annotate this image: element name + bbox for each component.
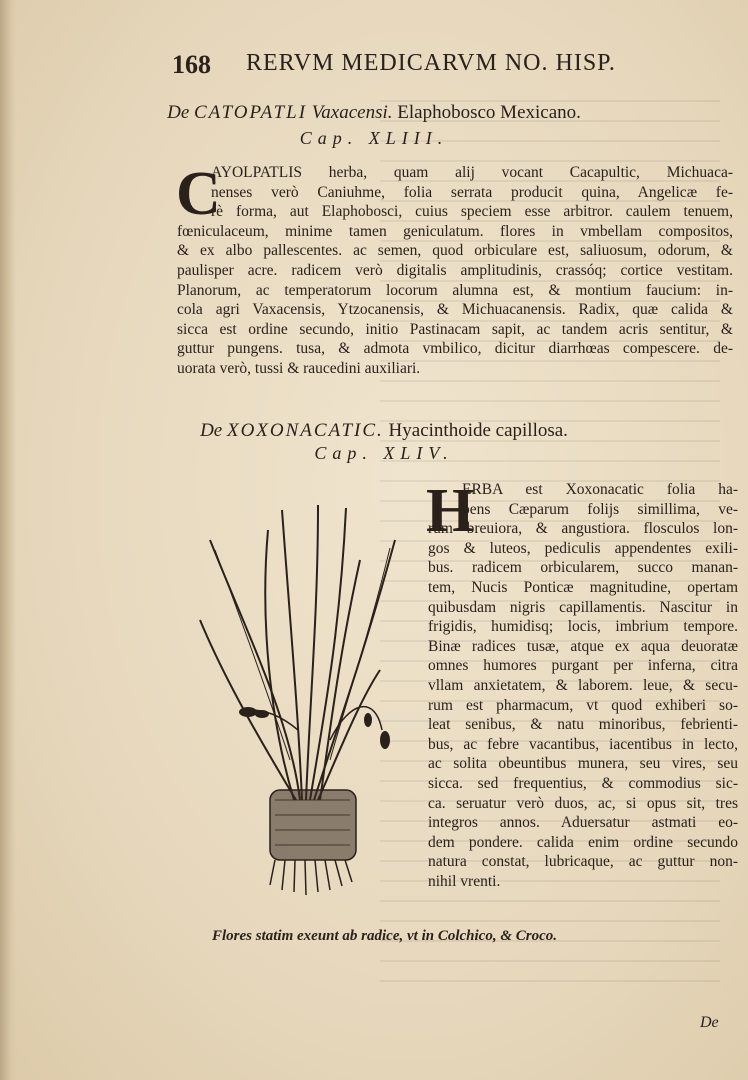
chapter-43-subtitle: Elaphobosco Mexicano. — [397, 102, 581, 123]
text-line: gos & luteos, pediculis appendentes exili- — [428, 539, 738, 557]
text-line: bus. radicem orbicularem, succo manan- — [428, 559, 738, 577]
running-head: RERVM MEDICARVM NO. HISP. — [246, 50, 616, 76]
text-line: nihil vrenti. — [428, 872, 501, 890]
chapter-43-title: De CATOPATLI Vaxacensi. Elaphobosco Mexicano. — [167, 102, 581, 123]
text-line: ERBA est Xoxonacatic folia ha- — [462, 481, 738, 498]
plant-woodcut-illustration — [190, 500, 420, 900]
text-line: ac solita obeuntibus munera, seu vires, seu — [428, 755, 738, 773]
chapter-43-name: CATOPATLI — [194, 102, 308, 123]
chapter-44-title: De XOXONACATIC. Hyacinthoide capillosa. — [200, 420, 568, 441]
text-line: natura constat, lubricaque, ac guttur non- — [428, 853, 738, 871]
dropcap-c: C — [176, 160, 221, 228]
text-line: fœniculaceum, minime tamen geniculatum. flores in vmbellam compositos, — [177, 222, 733, 240]
page-gutter-shadow — [0, 0, 16, 1080]
text-line: ca. seruatur verò duos, ac, si opus sit, tres — [428, 794, 738, 812]
page-header — [172, 48, 692, 82]
text-line: Binæ radices tusæ, atque ex aqua deuoratæ — [428, 637, 738, 655]
text-line: vllam anxietatem, & laborem. leue, & secu- — [428, 676, 738, 694]
text-line: integros annos. Aduersatur astmati eo- — [428, 814, 738, 832]
text-line: leat senibus, & natu minoribus, febrienti- — [428, 716, 738, 734]
catchword: De — [700, 1014, 719, 1031]
text-line: nenses verò Caniuhme, folia serrata producit quina, Angelicæ fe- — [211, 183, 733, 201]
text-line: dem pondere. calida enim ordine secundo — [428, 833, 738, 851]
figure-caption: Flores statim exeunt ab radice, vt in Colchico, & Croco. — [212, 928, 557, 944]
text-line: sicca. sed frequentius, & commodius sic- — [428, 774, 738, 792]
text-line: rum breuiora, & angustiora. flosculos lon- — [428, 520, 738, 538]
text-line: tem, Nucis Ponticæ magnitudine, opertam — [428, 578, 738, 596]
text-line: & ex albo pallescentes. ac semen, quod orbiculare est, saliuosum, odorum, & — [177, 242, 733, 260]
chapter-44-cap: Cap. XLIV. — [314, 443, 454, 463]
page-number: 168 — [172, 50, 211, 79]
text-line: sicca est ordine secundo, initio Pastinacam sapit, ac tandem acris sentitur, & — [177, 320, 733, 338]
text-line: frigidis, humidisq; locis, imbrium tempore. — [428, 618, 738, 636]
chapter-44-subtitle: Hyacinthoide capillosa. — [388, 420, 568, 441]
text-line: rum est pharmacum, vt quod exhiberi so- — [428, 696, 738, 714]
text-line: bens Cæparum folijs simillima, ve- — [462, 500, 738, 518]
dropcap-h: H — [426, 477, 475, 545]
chapter-44-name: XOXONACATIC. — [226, 420, 384, 441]
text-line: rè forma, aut Elaphobosci, cuius speciem esse arbitror. caulem tenuem, — [211, 203, 733, 221]
text-line: quibusdam nigris capillamentis. Nascitur in — [428, 598, 738, 616]
text-line: guttur pungens. tusa, & admota vmbilico, dicitur diarrhœas compescere. de- — [177, 340, 733, 358]
text-line: bus, ac febre vacantibus, iacentibus in lecto, — [428, 735, 738, 753]
chapter-43-cap: Cap. XLIII. — [299, 128, 449, 148]
text-line: Planorum, ac temperatorum locorum alumna est, & montium faucium: in- — [177, 281, 733, 299]
text-line: AYOLPATLIS herba, quam alij vocant Cacapultic, Michuaca- — [211, 164, 733, 181]
text-line: cola agri Vaxacensis, Ytzocanensis, & Michuacanensis. Radix, quæ calida & — [177, 301, 733, 319]
text-line: omnes humores purgant per inferna, citra — [428, 657, 738, 675]
text-line: uorata verò, tussi & raucedini auxiliari. — [177, 359, 421, 377]
text-line: paulisper acre. radicem verò digitalis amplitudinis, crassóq; cortice vestitam. — [177, 261, 733, 279]
chapter-43-text — [176, 160, 733, 379]
chapter-44-text — [426, 477, 738, 891]
